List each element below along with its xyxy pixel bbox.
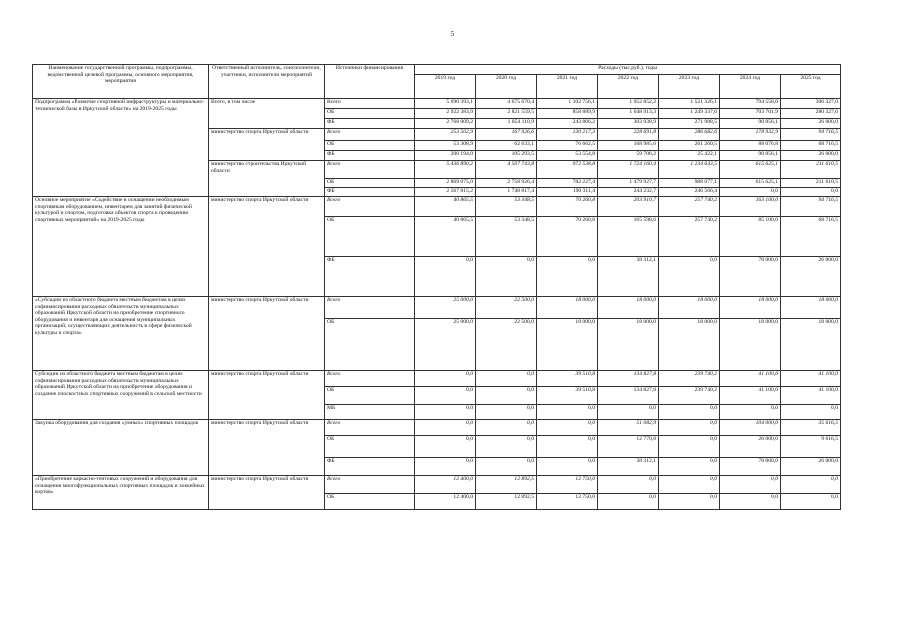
program-name-cell: Основное мероприятие «Содействие в оснащении необходимым спортивным оборудованием, инвентарем для занятий физической культурой и спортом, подготовка объектов спорта к проведению спортивных мероприятий» на 2019-2025 годы (33, 197, 209, 297)
value-cell: 0,0 (537, 257, 598, 297)
value-cell: 211 610,5 (781, 161, 841, 179)
value-cell: 1 521 326,1 (659, 99, 720, 109)
value-cell: 0,0 (415, 458, 476, 476)
value-cell: 2 758 926,4 (476, 179, 537, 188)
source-cell: Всего (325, 297, 415, 319)
value-cell: 78 000,0 (720, 257, 781, 297)
value-cell: 257 740,2 (659, 197, 720, 217)
value-cell: 134 827,8 (598, 371, 659, 387)
program-name-cell: Подпрограмма «Развитие спортивной инфраструктуры и материально-технической базы в Иркутской области» на 2019-2025 годы (33, 99, 209, 197)
value-cell: 0,0 (720, 188, 781, 197)
value-cell: 0,0 (476, 387, 537, 405)
value-cell: 18 000,0 (659, 297, 720, 319)
value-cell: 134 827,8 (598, 387, 659, 405)
value-cell: 239 740,2 (659, 371, 720, 387)
value-cell: 178 932,9 (720, 129, 781, 141)
executor-cell: министерство спорта Иркутской области (209, 197, 325, 297)
value-cell: 168 985,6 (598, 141, 659, 151)
header-source: Источники финансирования (325, 65, 415, 99)
value-cell: 85 100,0 (720, 217, 781, 257)
program-name-cell: Закупка оборудования для создания «умных» спортивных площадок (33, 420, 209, 476)
value-cell: 68 716,5 (781, 141, 841, 151)
value-cell: 53 308,9 (415, 141, 476, 151)
value-cell: 0,0 (781, 476, 841, 494)
value-cell: 130 217,3 (537, 129, 598, 141)
value-cell: 1 724 160,4 (598, 161, 659, 179)
program-name-cell: «Субсидии из областного бюджета местным бюджетам в целях софинансирования расходных обязательств муниципальных образований Иркутской области на приобретение спортивного оборудования и инвентаря для оснащения муниципальных организаций, осуществляющих деятельность в сфере физической культуры и спорта» (33, 297, 209, 371)
value-cell: 0,0 (476, 405, 537, 420)
executor-cell: министерство спорта Иркутской области (209, 476, 325, 510)
source-cell: ФБ (325, 119, 415, 129)
value-cell: 26 000,0 (781, 119, 841, 129)
table-row (33, 420, 841, 436)
value-cell: 0,0 (720, 494, 781, 510)
value-cell: 40 865,5 (415, 217, 476, 257)
header-year: 2024 год (720, 75, 781, 99)
value-cell: 858 889,9 (537, 109, 598, 119)
value-cell: 0,0 (598, 476, 659, 494)
header-expenses: Расходы (тыс.руб.), годы (415, 65, 841, 75)
value-cell: 68 716,5 (781, 217, 841, 257)
value-cell: 782 227,4 (537, 179, 598, 188)
value-cell: 59 706,2 (598, 151, 659, 161)
source-cell: ОБ (325, 436, 415, 458)
source-cell: Всего (325, 420, 415, 436)
value-cell: 38 312,1 (598, 257, 659, 297)
value-cell: 41 100,0 (781, 387, 841, 405)
value-cell: 286 682,6 (659, 129, 720, 141)
value-cell: 615 625,1 (720, 179, 781, 188)
source-cell: ОБ (325, 387, 415, 405)
value-cell: 1 952 852,2 (598, 99, 659, 109)
value-cell: 0,0 (659, 420, 720, 436)
value-cell: 239 740,2 (659, 387, 720, 405)
value-cell: 0,0 (659, 458, 720, 476)
value-cell: 70 260,8 (537, 197, 598, 217)
table-row (33, 476, 841, 494)
source-cell: ФБ (325, 188, 415, 197)
value-cell: 0,0 (476, 420, 537, 436)
value-cell: 0,0 (415, 371, 476, 387)
value-cell: 0,0 (598, 405, 659, 420)
value-cell: 2 869 075,0 (415, 179, 476, 188)
value-cell: 18 000,0 (781, 319, 841, 371)
executor-cell: министерство строительства Иркутской области (209, 161, 325, 197)
value-cell: 2 768 009,2 (415, 119, 476, 129)
source-cell: ОБ (325, 217, 415, 257)
value-cell: 0,0 (476, 436, 537, 458)
value-cell: 257 740,2 (659, 217, 720, 257)
value-cell: 0,0 (781, 494, 841, 510)
value-cell: 0,0 (415, 257, 476, 297)
value-cell: 0,0 (415, 420, 476, 436)
value-cell: 39 510,8 (537, 371, 598, 387)
value-cell: 271 988,5 (659, 119, 720, 129)
value-cell: 22 500,0 (476, 297, 537, 319)
value-cell: 2 821 559,5 (476, 109, 537, 119)
program-name-cell: Субсидии из областного бюджета местным бюджетам в целях софинансирования расходных обязательств муниципальных образований Иркутской области на приобретение оборудования и создание плоскостных спортивных сооружений в сельской местности (33, 371, 209, 420)
value-cell: 615 625,1 (720, 161, 781, 179)
executor-cell: министерство спорта Иркутской области (209, 371, 325, 420)
value-cell: 972 538,8 (537, 161, 598, 179)
value-cell: 104 000,0 (720, 420, 781, 436)
value-cell: 76 662,5 (537, 141, 598, 151)
table-row (33, 197, 841, 217)
value-cell: 2 922 383,9 (415, 109, 476, 119)
value-cell: 0,0 (659, 405, 720, 420)
budget-table (32, 64, 841, 510)
value-cell: 0,0 (781, 188, 841, 197)
value-cell: 26 000,0 (720, 436, 781, 458)
program-name-cell: «Приобретение каркасно-тентовых сооружений и оборудования для оснащения многофункциональных спортивных площадок и хоккейных кортов» (33, 476, 209, 510)
source-cell: ФБ (325, 458, 415, 476)
source-cell: Всего (325, 197, 415, 217)
value-cell: 0,0 (476, 371, 537, 387)
value-cell: 1 234 643,5 (659, 161, 720, 179)
value-cell: 1 249 337,6 (659, 109, 720, 119)
value-cell: 211 610,5 (781, 179, 841, 188)
header-year: 2019 год (415, 75, 476, 99)
value-cell: 261 260,5 (659, 141, 720, 151)
value-cell: 253 502,9 (415, 129, 476, 141)
source-cell: ФБ (325, 257, 415, 297)
value-cell: 25 000,0 (415, 319, 476, 371)
value-cell: 88 076,8 (720, 141, 781, 151)
value-cell: 18 000,0 (659, 319, 720, 371)
header-year: 2025 год (781, 75, 841, 99)
value-cell: 0,0 (720, 476, 781, 494)
value-cell: 53 348,5 (476, 217, 537, 257)
value-cell: 0,0 (537, 458, 598, 476)
value-cell: 988 077,1 (659, 179, 720, 188)
source-cell: ОБ (325, 494, 415, 510)
value-cell: 0,0 (537, 405, 598, 420)
header-executor: Ответственный исполнитель, соисполнители, участники, исполнители мероприятий (209, 65, 325, 99)
header-year: 2021 год (537, 75, 598, 99)
value-cell: 26 000,0 (781, 257, 841, 297)
value-cell: 163 100,0 (720, 197, 781, 217)
source-cell: ОБ (325, 141, 415, 151)
value-cell: 53 554,8 (537, 151, 598, 161)
table-row (33, 371, 841, 387)
value-cell: 0,0 (659, 476, 720, 494)
value-cell: 5 436 890,2 (415, 161, 476, 179)
value-cell: 1 102 756,1 (537, 99, 598, 109)
value-cell: 0,0 (537, 436, 598, 458)
table-row (33, 99, 841, 109)
value-cell: 26 000,0 (781, 458, 841, 476)
value-cell: 1 854 110,9 (476, 119, 537, 129)
value-cell: 0,0 (659, 257, 720, 297)
value-cell: 18 000,0 (598, 297, 659, 319)
value-cell: 1 648 913,3 (598, 109, 659, 119)
value-cell: 165 598,6 (598, 217, 659, 257)
value-cell: 0,0 (415, 436, 476, 458)
value-cell: 4 675 670,4 (476, 99, 537, 109)
value-cell: 12 750,0 (537, 476, 598, 494)
value-cell: 2 567 815,2 (415, 188, 476, 197)
source-cell: Всего (325, 129, 415, 141)
value-cell: 53 348,5 (476, 197, 537, 217)
value-cell: 25 422,1 (659, 151, 720, 161)
value-cell: 200 194,0 (415, 151, 476, 161)
value-cell: 246 566,4 (659, 188, 720, 197)
value-cell: 41 100,0 (720, 371, 781, 387)
value-cell: 90 856,1 (720, 151, 781, 161)
executor-cell: министерство спорта Иркутской области (209, 420, 325, 476)
value-cell: 0,0 (476, 458, 537, 476)
value-cell: 12 770,8 (598, 436, 659, 458)
value-cell: 4 507 743,8 (476, 161, 537, 179)
value-cell: 12 400,0 (415, 476, 476, 494)
executor-cell: Всего, в том числе (209, 99, 325, 129)
source-cell: Всего (325, 99, 415, 109)
value-cell: 41 100,0 (720, 387, 781, 405)
value-cell: 0,0 (598, 494, 659, 510)
value-cell: 203 910,7 (598, 197, 659, 217)
value-cell: 703 701,9 (720, 109, 781, 119)
value-cell: 1 479 927,7 (598, 179, 659, 188)
source-cell: Всего (325, 161, 415, 179)
value-cell: 78 000,0 (720, 458, 781, 476)
source-cell: Всего (325, 371, 415, 387)
table-row (33, 297, 841, 319)
value-cell: 12 892,5 (476, 476, 537, 494)
header-year: 2020 год (476, 75, 537, 99)
header-year: 2023 год (659, 75, 720, 99)
value-cell: 18 000,0 (781, 297, 841, 319)
value-cell: 280 327,0 (781, 109, 841, 119)
value-cell: 0,0 (781, 405, 841, 420)
value-cell: 9 616,5 (781, 436, 841, 458)
value-cell: 167 926,6 (476, 129, 537, 141)
value-cell: 0,0 (659, 436, 720, 458)
value-cell: 244 232,7 (598, 188, 659, 197)
value-cell: 62 633,1 (476, 141, 537, 151)
header-program: Наименование государственной программы, подпрограммы, ведомственной целевой программы, основного мероприятия, мероприятия (33, 65, 209, 99)
value-cell: 70 260,8 (537, 217, 598, 257)
value-cell: 39 510,8 (537, 387, 598, 405)
value-cell: 25 000,0 (415, 297, 476, 319)
value-cell: 40 865,5 (415, 197, 476, 217)
value-cell: 12 750,0 (537, 494, 598, 510)
value-cell: 12 892,5 (476, 494, 537, 510)
value-cell: 0,0 (476, 257, 537, 297)
value-cell: 243 866,2 (537, 119, 598, 129)
value-cell: 94 716,5 (781, 197, 841, 217)
value-cell: 94 716,5 (781, 129, 841, 141)
page-number: 5 (450, 30, 455, 38)
header-year: 2022 год (598, 75, 659, 99)
value-cell: 35 616,5 (781, 420, 841, 436)
executor-cell: министерство спорта Иркутской области (209, 129, 325, 161)
value-cell: 228 691,8 (598, 129, 659, 141)
value-cell: 0,0 (415, 387, 476, 405)
value-cell: 26 000,0 (781, 151, 841, 161)
value-cell: 794 558,0 (720, 99, 781, 109)
value-cell: 12 400,0 (415, 494, 476, 510)
value-cell: 18 000,0 (720, 319, 781, 371)
source-cell: ОБ (325, 319, 415, 371)
value-cell: 18 000,0 (537, 297, 598, 319)
value-cell: 41 100,0 (781, 371, 841, 387)
value-cell: 190 311,4 (537, 188, 598, 197)
value-cell: 22 500,0 (476, 319, 537, 371)
source-cell: МБ (325, 405, 415, 420)
source-cell: ФБ (325, 151, 415, 161)
value-cell: 18 000,0 (720, 297, 781, 319)
value-cell: 51 082,9 (598, 420, 659, 436)
value-cell: 105 293,5 (476, 151, 537, 161)
source-cell: ОБ (325, 179, 415, 188)
value-cell: 18 000,0 (537, 319, 598, 371)
value-cell: 38 312,1 (598, 458, 659, 476)
value-cell: 0,0 (415, 405, 476, 420)
value-cell: 0,0 (537, 420, 598, 436)
value-cell: 0,0 (720, 405, 781, 420)
value-cell: 18 000,0 (598, 319, 659, 371)
source-cell: ОБ (325, 109, 415, 119)
value-cell: 303 938,9 (598, 119, 659, 129)
value-cell: 90 856,1 (720, 119, 781, 129)
source-cell: Всего (325, 476, 415, 494)
value-cell: 1 748 817,4 (476, 188, 537, 197)
value-cell: 306 327,0 (781, 99, 841, 109)
value-cell: 0,0 (659, 494, 720, 510)
executor-cell: министерство спорта Иркутской области (209, 297, 325, 371)
value-cell: 5 690 393,1 (415, 99, 476, 109)
